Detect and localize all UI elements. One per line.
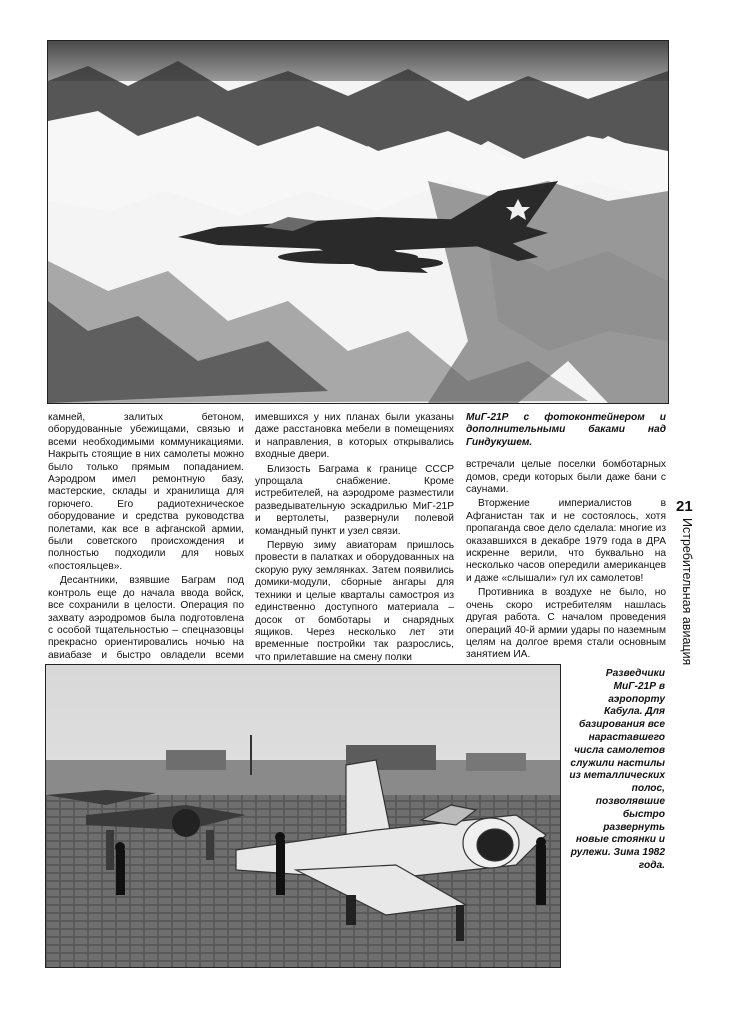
text-column-1: [48, 412, 244, 675]
paragraph: Близость Баграма к границе СССР упрощала снабжение. Кроме истребителей, на аэродроме разместили разведывательную эскадрилью МиГ-21Р и вертолеты, развернули полевой командный пункт и узел связи.: [255, 463, 454, 537]
paragraph: Вторжение империалистов в Афганистан так и не состоялось, хотя пропаганда свое дело сделала: многие из оказавшихся в декабре 1979 года в ДРА искренне верили, что буквально на несколько часов опередили американцев и даже «слышали» гул их самолетов!: [466, 498, 666, 584]
paragraph: Противника в воздухе не было, но очень скоро истребителям нашлась другая работа. С началом проведения операций 40-й армии удары по наземным целям на долгое время стали основным занятием ИА.: [466, 587, 666, 661]
paragraph: камней, залитых бетоном, оборудованные убежищами, связью и всеми необходимыми коммуникациями. Накрыть стоящие в них самолеты можно было только прямым попаданием. Аэродром имел ремонтную базу, мастерские, склады и хранилища для горючего. Его радиотехническое оборудование и средства руководства полетами, как все в афганской армии, были советского происхождения и полностью подходили для новых «постояльцев».: [48, 412, 244, 572]
paragraph: имевшихся у них планах были указаны даже расстановка мебели в помещениях и направления, в которых открывались входные двери.: [255, 412, 454, 461]
paragraph: Первую зиму авиаторам пришлось провести в палатках и оборудованных на скорую руку землянках. Затем появились домики-модули, сборные ангары для техники и целые кварталы самостроя из единственно доступного материала – досок от бомботары и снарядных ящиков. Через несколько лет эти временные постройки так разрослись, что прилетавшие на смену полки: [255, 540, 454, 663]
photo-mig21r-kabul-airport: [45, 664, 561, 968]
text-column-3: [466, 412, 666, 662]
photo-caption-bottom: Разведчики МиГ-21Р в аэропорту Кабула. Для базирования все нараставшего числа самолетов служили настилы из металлических полос, позволявшие быстро развернуть новые стоянки и рулежи. Зима 1982 года.: [569, 668, 665, 871]
text-column-2: [255, 412, 454, 664]
page-number: 21: [676, 498, 693, 515]
airfield-image: [46, 665, 560, 967]
paragraph: встречали целые поселки бомботарных домов, среди которых были даже бани с саунами.: [466, 459, 666, 496]
photo-mig21r-over-hindu-kush: [47, 40, 669, 404]
paragraph: Десантники, взявшие Баграм под контроль еще до начала ввода войск, все сохранили в целости. Операция по захвату аэродромов была подготовлена с особой тщательностью – спецназовцы прекрасно ориентировались ночью на авиабазе и быстро овладели всеми: [48, 575, 244, 661]
mountain-aircraft-image: [48, 41, 668, 403]
photo-caption-top: МиГ-21Р с фотоконтейнером и дополнительными баками над Гиндукушем.: [466, 412, 666, 448]
section-title: Истребительная авиация: [680, 518, 694, 666]
